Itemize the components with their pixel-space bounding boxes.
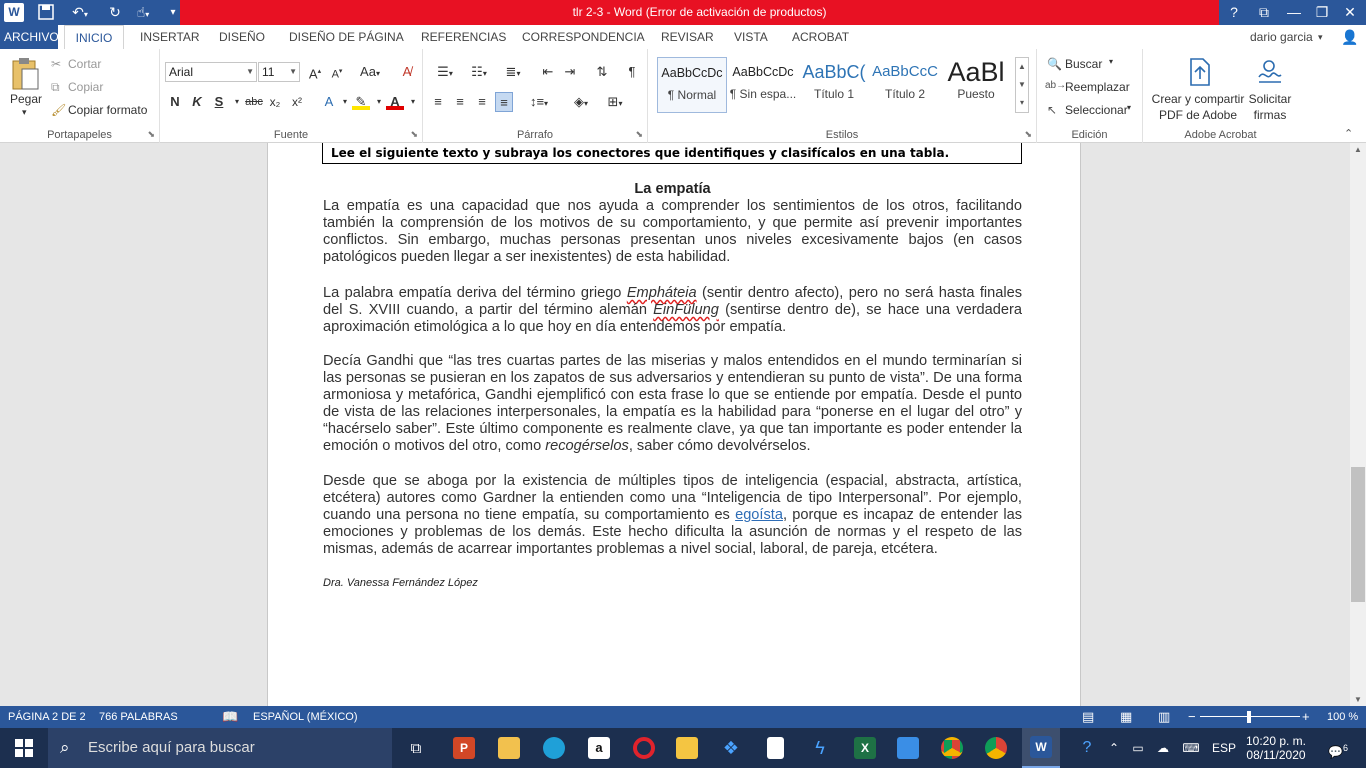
keyboard-icon[interactable]: ⌨ [1182, 741, 1200, 755]
hyperlink[interactable]: egoísta [735, 507, 783, 523]
ribbon-tabs [0, 25, 1366, 49]
style-preview: AaBbC( [802, 62, 866, 82]
input-language[interactable]: ESP [1211, 741, 1236, 755]
cut-icon: ✂ [51, 57, 62, 71]
strikethrough-icon[interactable]: abc [245, 96, 263, 108]
paragraph-3-text: Decía Gandhi que “las tres cuartas partes de las miserias y malos entendidos en el mundo terminarían si las personas se pusieran en los zapatos de sus adversarios y entendieran su punto de vista”. De una forma armoniosa y metafórica, Gandhi ejemplificó con esta frase lo que se entiende por empatía. Desde el punto de vista de las relaciones interpersonales, la empatía es la habilidad para “ponerse en el lugar del otro” y “hacérselo saber”. Este último componente es realmente clave, ya que tan importante es poder entender la emoción o motivos del otro, como [323, 353, 1022, 454]
paragraph-1-text: La empatía es una capacidad que nos ayuda a comprender los sentimientos de los otros, facilitando también la comprensión de los motivos de su comportamiento, y que permite así prevenir importantes conflictos. Sin embargo, muchas personas presentan unos niveles excesivamente bajos (en casos patológicos pueden llegar a ser inexistentes) de esta habilidad. [323, 198, 1022, 265]
style-preview: AaBbCcDc [732, 65, 794, 79]
text-effects-icon[interactable]: A [324, 94, 334, 109]
create-pdf-icon [1185, 57, 1213, 87]
subscript-icon[interactable]: x₂ [269, 95, 281, 109]
font-color-dropdown-icon[interactable]: ▾ [410, 97, 415, 106]
excel-icon[interactable]: X [850, 728, 880, 768]
format-painter-button[interactable]: Copiar formato [68, 103, 148, 117]
customize-toolbar-icon[interactable]: ▾ [170, 7, 176, 18]
paste-button[interactable]: Pegar [10, 92, 43, 106]
increase-indent-icon[interactable]: ⇥ [564, 64, 576, 79]
status-bar [0, 706, 1366, 728]
align-left-icon[interactable]: ≡ [434, 94, 442, 109]
styles-launcher-icon[interactable]: ⬊ [1024, 129, 1032, 139]
request-signatures-icon [1255, 57, 1283, 87]
paragraph-launcher-icon[interactable]: ⬊ [635, 129, 643, 139]
chevron-down-icon: ▼ [246, 67, 254, 76]
paragraph-2[interactable] [323, 285, 1022, 336]
help-tray-icon[interactable]: ? [1082, 739, 1092, 756]
scrollbar-thumb[interactable] [1351, 467, 1365, 602]
notification-count: 6 [1342, 743, 1348, 753]
format-painter-icon: 🖌 [51, 103, 67, 117]
numbering-icon[interactable]: ☷▾ [471, 64, 487, 79]
style-title[interactable] [941, 57, 1011, 113]
word-taskbar-icon[interactable]: W [1022, 728, 1060, 768]
amazon-icon[interactable]: a [584, 728, 614, 768]
copy-button[interactable]: Copiar [68, 80, 104, 94]
replace-icon: ab→ [1045, 80, 1067, 91]
style-preview: AaBl [947, 57, 1005, 87]
align-right-icon[interactable]: ≡ [478, 94, 486, 109]
store-icon[interactable] [494, 728, 524, 768]
collapse-ribbon-icon[interactable]: ⌃ [1344, 128, 1354, 140]
powerpoint-icon[interactable]: P [449, 728, 479, 768]
italic-icon[interactable]: K [192, 94, 202, 109]
bold-icon[interactable]: N [170, 94, 180, 109]
font-color-icon[interactable]: A [386, 92, 404, 110]
style-heading-2[interactable] [870, 57, 940, 113]
underline-dropdown-icon[interactable]: ▾ [234, 97, 239, 106]
grow-font-icon[interactable]: A▴ [308, 66, 322, 82]
change-case-icon[interactable]: Aa▾ [360, 64, 380, 79]
user-dropdown-icon[interactable]: ▾ [1318, 32, 1323, 42]
highlight-icon[interactable]: ✎ [352, 92, 370, 110]
spelling-error-word[interactable]: Empháteia [626, 285, 697, 301]
clipboard-launcher-icon[interactable]: ⬊ [147, 129, 155, 139]
paragraph-2-text: La palabra empatía deriva del término griego [323, 285, 627, 301]
zoom-in-icon[interactable]: + [1302, 709, 1310, 724]
style-preview: AaBbCcDc [661, 66, 723, 80]
window-title: tlr 2-3 - Word (Error de activación de productos) [572, 5, 827, 19]
user-name[interactable]: dario garcia [1250, 30, 1313, 44]
user-avatar[interactable]: 👤 [1341, 29, 1359, 45]
sort-icon[interactable]: ⇅ [596, 64, 608, 79]
paragraph-4-text: Desde que se aboga por la existencia de múltiples tipos de inteligencia (espacial, abstracta, artística, etcétera) autores como Gardner la entienden como una “Inteligencia de tipo Interpersonal”. Por ejemplo, cuando una persona no tiene empatía, su comportamiento es [323, 473, 1022, 523]
edge-icon[interactable] [539, 728, 569, 768]
italic-word: recogérselos [545, 438, 629, 454]
justify-icon[interactable]: ≡ [495, 92, 513, 112]
search-icon: ⌕ [60, 738, 70, 757]
font-size-combo[interactable] [258, 62, 300, 82]
styles-group [648, 49, 1037, 143]
text-effects-dropdown-icon[interactable]: ▾ [342, 97, 347, 106]
shrink-font-icon[interactable]: A▾ [331, 68, 343, 81]
font-name-combo[interactable] [165, 62, 257, 82]
font-group [160, 49, 423, 143]
superscript-icon[interactable]: x² [292, 95, 302, 109]
paragraph-3[interactable] [323, 353, 1022, 455]
tab-diseno[interactable]: DISEÑO [219, 30, 266, 44]
close-icon[interactable]: ✕ [1344, 4, 1356, 20]
document-title[interactable]: La empatía [634, 181, 711, 197]
paragraph-4[interactable] [323, 473, 1022, 558]
tab-archivo[interactable]: ARCHIVO [0, 25, 58, 49]
zoom-level[interactable]: 100 % [1327, 711, 1359, 723]
ribbon-display-options-icon[interactable]: ⧉ [1259, 4, 1269, 20]
paragraph-4-text: , porque es incapaz de entender las emociones y problemas de los demás. Este hecho dificulta la asunción de normas y el respeto de las mismas, además de acarrear importantes problemas a nivel social, laboral, de pareja, etcétera. [323, 507, 1022, 557]
tab-revisar[interactable]: REVISAR [661, 30, 714, 44]
styles-label: Estilos [825, 129, 859, 141]
style-name: ¶ Normal [667, 88, 717, 102]
underline-icon[interactable]: S [214, 94, 224, 109]
clock[interactable] [1244, 728, 1308, 768]
clear-formatting-icon[interactable]: A̸ [402, 64, 412, 79]
restore-icon[interactable]: ❐ [1315, 4, 1329, 20]
spelling-error-word[interactable]: EinFülung [653, 302, 719, 318]
language[interactable]: ESPAÑOL (MÉXICO) [253, 711, 358, 723]
undo-icon[interactable]: ↶▾ [72, 4, 88, 20]
web-layout-icon[interactable]: ▥ [1158, 709, 1171, 724]
mail-icon[interactable] [893, 728, 923, 768]
bullets-icon[interactable]: ☰▾ [437, 64, 453, 79]
style-name: Título 1 [813, 87, 855, 101]
proofing-icon[interactable]: 📖 [222, 709, 239, 724]
touch-mode-icon[interactable]: ☝▾ [136, 4, 150, 20]
multilevel-list-icon[interactable]: ≣▾ [505, 64, 521, 79]
tab-vista[interactable]: VISTA [734, 30, 768, 44]
instruction-box[interactable]: Lee el siguiente texto y subraya los conectores que identifiques y clasifícalos en una tabla. [322, 143, 1022, 164]
tab-acrobat[interactable]: ACROBAT [792, 30, 850, 44]
replace-button[interactable]: Reemplazar [1065, 80, 1130, 94]
battery-icon[interactable]: ▭ [1132, 741, 1144, 755]
copy-icon: ⧉ [51, 80, 60, 94]
chrome-icon[interactable] [937, 728, 967, 768]
word-app-icon[interactable]: W [4, 3, 24, 22]
tab-referencias[interactable]: REFERENCIAS [421, 30, 507, 44]
editing-label: Edición [1071, 129, 1108, 141]
taskbar-search[interactable] [48, 728, 392, 768]
tab-inicio[interactable]: INICIO [64, 25, 124, 49]
clipboard-group [0, 49, 160, 143]
task-view-icon[interactable]: ⧉ [410, 739, 422, 757]
minimize-icon[interactable]: — [1287, 4, 1301, 20]
show-marks-icon[interactable]: ¶ [628, 64, 636, 79]
save-icon[interactable] [36, 0, 56, 25]
tab-insertar[interactable]: INSERTAR [140, 30, 200, 44]
style-normal[interactable] [657, 57, 727, 113]
line-spacing-icon[interactable]: ↕≡▾ [529, 94, 549, 109]
tab-correspondencia[interactable]: CORRESPONDENCIA [522, 30, 645, 44]
style-name: ¶ Sin espa... [729, 87, 797, 101]
paragraph-label: Párrafo [516, 129, 554, 141]
style-no-spacing[interactable] [728, 57, 798, 113]
time: 10:20 p. m. [1245, 734, 1307, 748]
style-name: Puesto [957, 87, 995, 101]
select-button[interactable]: Seleccionar [1065, 103, 1128, 117]
find-button[interactable]: Buscar [1065, 57, 1103, 71]
style-preview: AaBbCcC [872, 63, 938, 80]
chrome-profile-icon[interactable] [981, 728, 1011, 768]
style-heading-1[interactable] [799, 57, 869, 113]
show-hidden-icons-icon[interactable]: ⌃ [1108, 741, 1120, 755]
date: 08/11/2020 [1246, 748, 1306, 762]
read-mode-icon[interactable]: ▤ [1082, 709, 1095, 724]
paragraph-2-text: (sentir dentro afecto), pero no será hasta finales del S. XVIII cuando, a partir del término alemán [323, 285, 1023, 318]
highlight-dropdown-icon[interactable]: ▾ [376, 97, 381, 106]
binoculars-icon: 🔍 [1047, 57, 1062, 71]
document-icon[interactable] [760, 728, 790, 768]
notifications-icon[interactable]: 💬$^6$ [1328, 743, 1348, 759]
font-launcher-icon[interactable]: ⬊ [410, 129, 418, 139]
select-cursor-icon: ↖ [1047, 103, 1058, 117]
scroll-up-icon[interactable]: ▲ [1354, 145, 1362, 154]
windows-start-icon[interactable] [9, 728, 39, 768]
search-placeholder: Escribe aquí para buscar [88, 739, 255, 756]
paste-icon[interactable] [10, 57, 40, 93]
page-count[interactable]: PÁGINA 2 DE 2 [8, 711, 86, 723]
paste-dropdown-icon[interactable]: ▾ [22, 107, 27, 117]
acrobat-label: Adobe Acrobat [1184, 129, 1257, 141]
lightning-app-icon[interactable]: ϟ [815, 737, 825, 758]
word-count[interactable]: 766 PALABRAS [99, 711, 178, 723]
paragraph-1[interactable] [323, 198, 1022, 266]
borders-icon[interactable]: ⊞▾ [607, 94, 623, 109]
redo-icon[interactable]: ↻ [109, 4, 121, 20]
paragraph-3-text: , saber cómo devolvérselos. [628, 438, 811, 454]
font-name-value: Arial [169, 65, 194, 79]
zoom-slider-thumb[interactable] [1247, 711, 1251, 723]
editing-group [1037, 49, 1143, 143]
clipboard-label: Portapapeles [47, 129, 112, 141]
create-pdf-button[interactable]: Crear y compartir PDF de Adobe [1151, 92, 1245, 122]
zoom-out-icon[interactable]: − [1188, 709, 1196, 724]
paragraph-2-text: (sentirse dentro de), se hace una verdadera aproximación etimológica a lo que hoy en día entendemos por empatía. [323, 302, 1023, 335]
font-size-value: 11 [262, 65, 275, 79]
network-icon[interactable]: ☁ [1157, 741, 1169, 755]
find-dropdown-icon[interactable]: ▾ [1109, 57, 1114, 66]
chevron-down-icon: ▼ [289, 67, 297, 76]
shading-icon[interactable]: ◈▾ [573, 94, 588, 109]
print-layout-icon[interactable]: ▦ [1120, 709, 1133, 724]
style-name: Título 2 [884, 87, 926, 101]
signature[interactable]: Dra. Vanessa Fernández López [323, 577, 478, 589]
opera-icon[interactable] [629, 728, 659, 768]
ribbon [0, 49, 1366, 143]
dropbox-icon[interactable]: ❖ [722, 737, 740, 758]
request-signatures-button[interactable]: Solicitar firmas [1248, 92, 1292, 122]
cut-button[interactable]: Cortar [68, 57, 102, 71]
select-dropdown-icon[interactable]: ▾ [1127, 103, 1132, 112]
help-icon[interactable]: ? [1224, 0, 1244, 25]
tab-diseno-de-pagina[interactable]: DISEÑO DE PÁGINA [289, 30, 404, 44]
vertical-scrollbar[interactable] [1350, 143, 1366, 706]
styles-scroll[interactable]: ▲ ▼ ▾ [1015, 57, 1029, 113]
acrobat-group [1143, 49, 1298, 143]
decrease-indent-icon[interactable]: ⇤ [542, 64, 554, 79]
align-center-icon[interactable]: ≡ [456, 94, 464, 109]
paragraph-group [423, 49, 648, 143]
font-label: Fuente [273, 129, 309, 141]
scroll-down-icon[interactable]: ▼ [1354, 695, 1362, 704]
file-explorer-icon[interactable] [672, 728, 702, 768]
